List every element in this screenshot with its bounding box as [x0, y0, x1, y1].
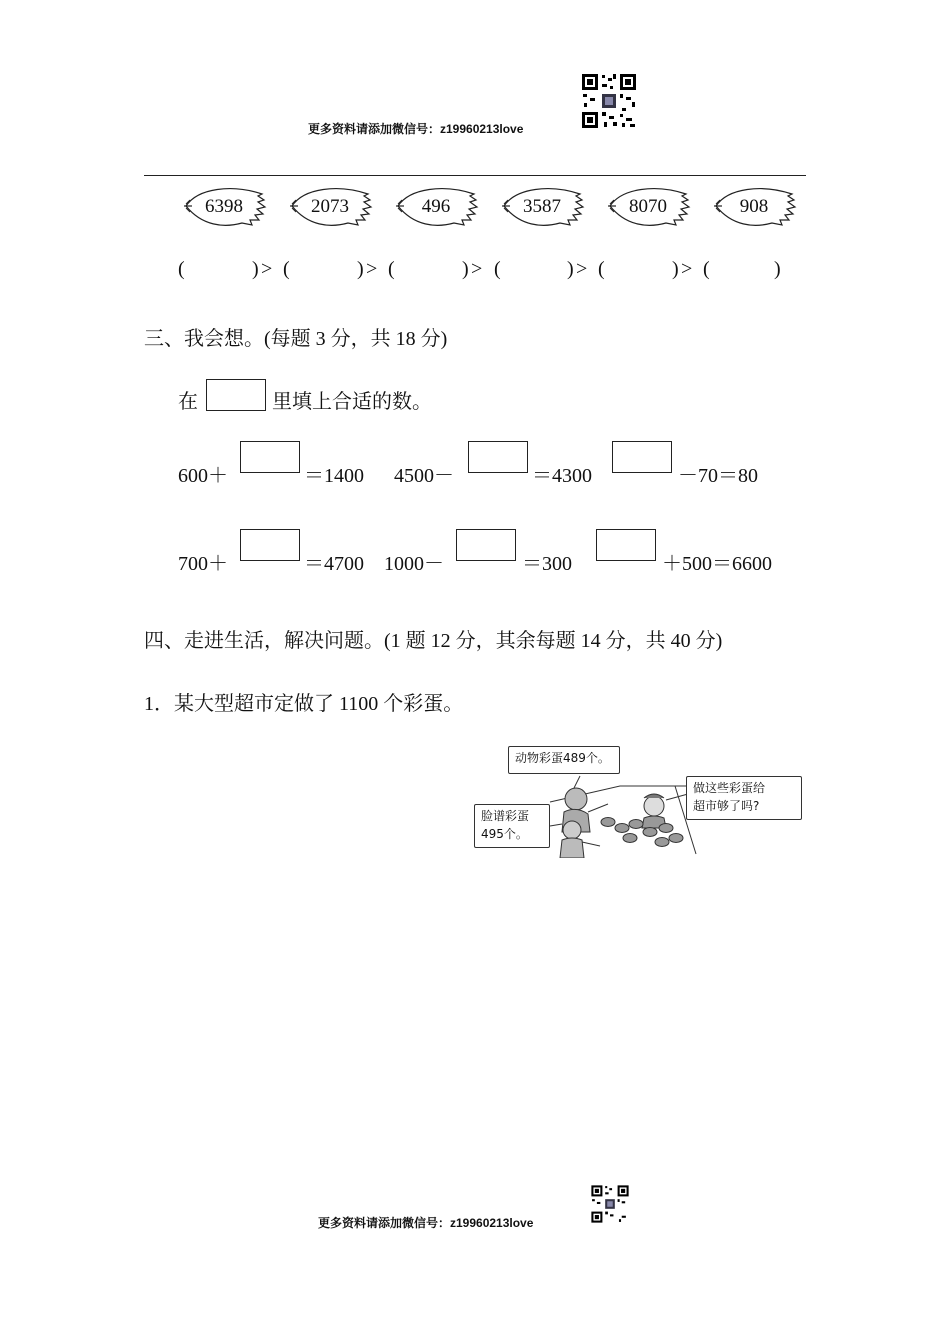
blank-close-paren: )	[567, 258, 574, 280]
leaf-number-3	[392, 182, 480, 230]
mask-egg-bubble-line2: 495个。	[481, 827, 528, 841]
eq1b-suffix: ＝4300	[532, 465, 592, 487]
eq1b-answer-box[interactable]	[468, 441, 528, 473]
eq1c-suffix: －70＝80	[678, 465, 758, 487]
eq1a-suffix: ＝1400	[304, 465, 364, 487]
order-answer-blank-2[interactable]	[293, 258, 355, 284]
leaf-value: 3587	[523, 196, 561, 217]
order-answer-blank-4[interactable]	[504, 258, 565, 284]
leaf-value: 8070	[629, 196, 667, 217]
mask-egg-bubble-line1: 脸谱彩蛋	[481, 809, 530, 823]
footer-qr-code-icon	[590, 1184, 630, 1224]
eq2c-answer-box[interactable]	[596, 529, 656, 561]
blank-close-paren: )	[462, 258, 469, 280]
leaf-value: 6398	[205, 196, 243, 217]
greater-than-sign: >	[681, 258, 693, 280]
order-answer-blank-6[interactable]	[713, 258, 772, 284]
eq2b-suffix: ＝300	[522, 553, 572, 575]
blank-open-paren: (	[598, 258, 605, 280]
blank-open-paren: (	[388, 258, 395, 280]
blank-close-paren: )	[252, 258, 259, 280]
eq1a-prefix: 600＋	[178, 465, 228, 487]
blank-open-paren: (	[494, 258, 501, 280]
greater-than-sign: >	[261, 258, 273, 280]
eq1b-prefix: 4500－	[394, 465, 454, 487]
leaf-number-2	[286, 182, 374, 230]
blank-close-paren: )	[774, 258, 781, 280]
eq2a-prefix: 700＋	[178, 553, 228, 575]
blank-open-paren: (	[703, 258, 710, 280]
eq2a-suffix: ＝4700	[304, 553, 364, 575]
leaf-number-1	[180, 182, 268, 230]
eq2b-answer-box[interactable]	[456, 529, 516, 561]
eq2a-answer-box[interactable]	[240, 529, 300, 561]
header-wechat-text: 更多资料请添加微信号：z19960213love	[308, 122, 524, 136]
animal-egg-bubble: 动物彩蛋489个。	[508, 746, 620, 774]
section3-title: 三、我会想。(每题 3 分，共 18 分)	[144, 328, 448, 350]
instruction-prefix: 在	[178, 391, 198, 413]
order-answer-blank-5[interactable]	[608, 258, 670, 284]
order-answer-blank-1[interactable]	[188, 258, 250, 284]
blank-close-paren: )	[357, 258, 364, 280]
header-divider	[144, 175, 806, 176]
question-bubble-line1: 做这些彩蛋给	[693, 781, 766, 795]
sample-answer-box	[206, 379, 266, 411]
section4-title: 四、走进生活，解决问题。(1 题 12 分，其余每题 14 分，共 40 分)	[144, 630, 723, 652]
greater-than-sign: >	[576, 258, 588, 280]
leaf-value: 2073	[311, 196, 349, 217]
leaf-number-5	[604, 182, 692, 230]
greater-than-sign: >	[366, 258, 378, 280]
footer-wechat-text: 更多资料请添加微信号：z19960213love	[318, 1216, 534, 1230]
question-1: 1．某大型超市定做了 1100 个彩蛋。	[144, 693, 464, 715]
greater-than-sign: >	[471, 258, 483, 280]
instruction-suffix: 里填上合适的数。	[272, 391, 432, 413]
egg-illustration	[470, 742, 810, 858]
blank-open-paren: (	[283, 258, 290, 280]
eq1a-answer-box[interactable]	[240, 441, 300, 473]
eq2c-suffix: ＋500＝6600	[662, 553, 772, 575]
leaf-number-4	[498, 182, 586, 230]
leaf-value: 496	[421, 196, 451, 217]
eq1c-answer-box[interactable]	[612, 441, 672, 473]
qr-code-icon	[580, 72, 638, 130]
question-bubble	[686, 776, 802, 820]
leaf-value: 908	[739, 196, 769, 217]
leaf-number-6	[710, 182, 798, 230]
blank-open-paren: (	[178, 258, 185, 280]
question-bubble-line2: 超市够了吗?	[693, 799, 760, 813]
mask-egg-bubble	[474, 804, 550, 848]
eq2b-prefix: 1000－	[384, 553, 444, 575]
order-answer-blank-3[interactable]	[398, 258, 460, 284]
blank-close-paren: )	[672, 258, 679, 280]
